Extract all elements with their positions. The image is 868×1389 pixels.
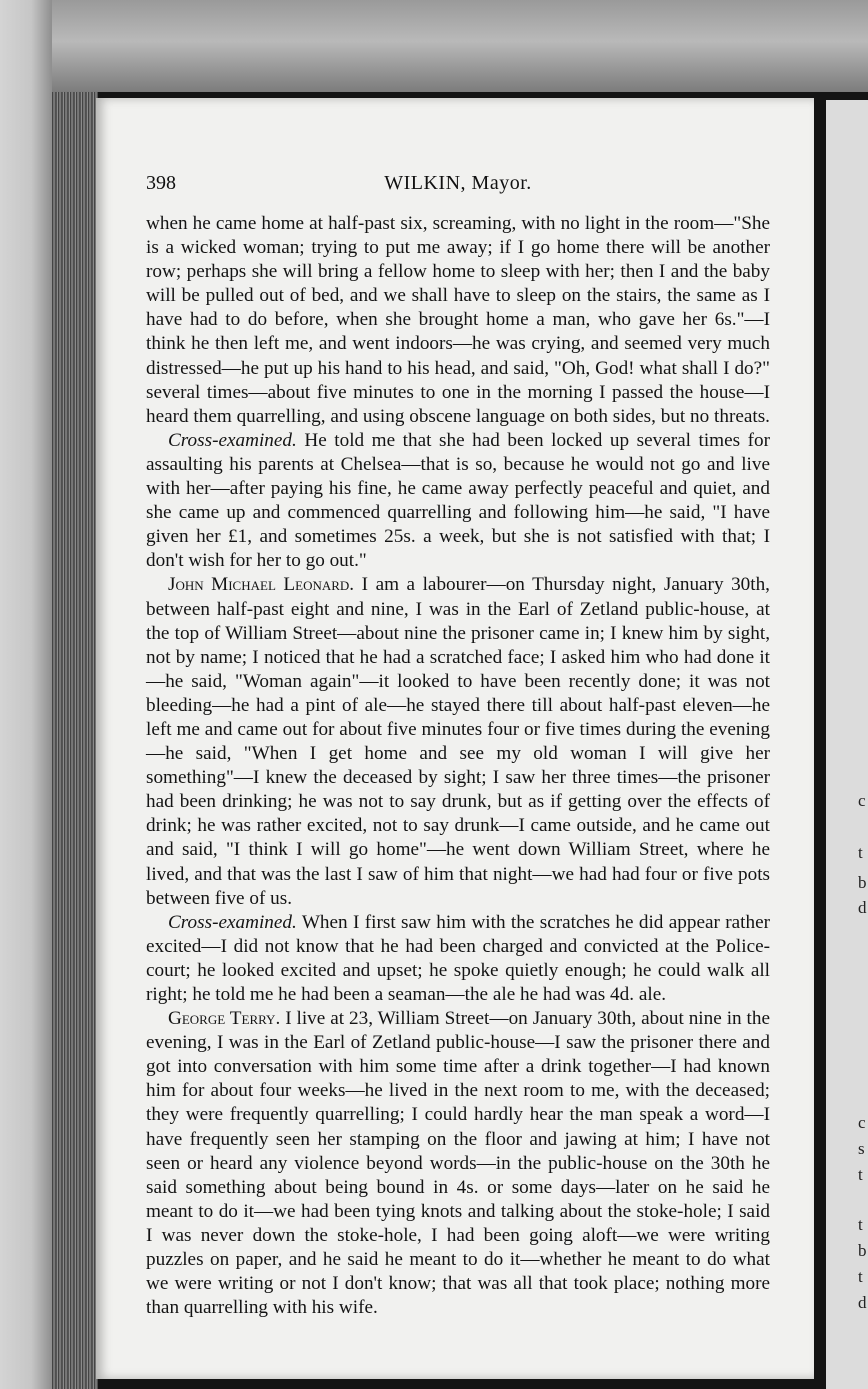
page-header — [146, 168, 770, 202]
facing-page-fragment: d — [858, 898, 867, 917]
facing-page-fragment: t — [858, 1215, 863, 1234]
facing-page-fragment: d — [858, 1293, 867, 1312]
paragraph-cross-examination — [146, 911, 770, 1007]
facing-page-fragment: c — [858, 1113, 866, 1132]
facing-page-fragment: b — [858, 873, 867, 892]
paragraph-text: When I first saw him with the scratches he did appear rather excited—I did not know that he had been charged and convicted at the Police-court; he looked excited and upset; he spoke quietly enough; he could walk all right; he told me he had been a seaman—the ale he had was 4d. ale. — [146, 911, 770, 1005]
page-body — [146, 212, 770, 1320]
paragraph-witness-testimony — [146, 573, 770, 910]
paragraph-text: He told me that she had been locked up several times for assaulting his parents at Chelsea—that is so, because he would not go and live with her—after paying his fine, he came away perfectly peaceful and quiet, and she came up and commenced quarrelling and following him—he said, "I have given her £1, and sometimes 25s. a week, but she is not satisfied with that; I don't wish for her to go out." — [146, 429, 770, 572]
paragraph-text: when he came home at half-past six, screaming, with no light in the room—"She is a wicked woman; trying to put me away; if I go home there will be another row; perhaps she will bring a fellow home to sleep with her; then I and the baby will be pulled out of bed, and we shall have to sleep on the stairs, the same as I have had to do before, when she brought home a man, who gave her 6s."—I think he then left me, and went indoors—he was crying, and seemed very much distressed—he put up his hand to his head, and said, "Oh, God! what shall I do?" several times—about five minutes to one in the morning I passed the house—I heard them quarrelling, and using obscene language on both sides, but no threats. — [146, 213, 770, 427]
facing-page-fragment: t — [858, 1267, 863, 1286]
scan-top-edge — [0, 0, 868, 92]
facing-page-edge — [826, 100, 868, 1389]
facing-page-fragment: t — [858, 1165, 863, 1184]
running-head: WILKIN, Mayor. — [384, 172, 532, 194]
facing-page-fragment: b — [858, 1241, 867, 1260]
paragraph-cross-examination — [146, 429, 770, 574]
paragraph-text: I am a labourer—on Thursday night, January 30th, between half-past eight and nine, I was in the Earl of Zetland public-house, at the top of William Street—about nine the prisoner came in; I knew him by sight, not by name; I noticed that he had a scratched face; I asked him who had done it—he said, "Woman again"—it looked to have been recently done; it was not bleeding—he had a pint of ale—he stayed there till about half-past eleven—he left me and came out for about five minutes four or five times during the evening—he said, "When I get home and see my old woman I will give her something"—I knew the deceased by sight; I saw her three times—the prisoner had been drinking; he was not to say drunk, but as if getting over the effects of drink; he was rather excited, not to say drunk—I came outside, and he came out and said, "I think I will go home"—he went down William Street, where he lived, and that was the last I saw of him that night—we had had four or five pots between five of us. — [146, 574, 770, 909]
paragraph-lead: Cross-examined. — [168, 429, 297, 451]
paragraph-text: I live at 23, William Street—on January 30th, about nine in the evening, I was in the Earl of Zetland public-house—I saw the prisoner there and got into conversation with him some time after a drink together—I had known him for about four weeks—he lived in the next room to me, with the deceased; they were frequently quarrelling; I could hardly hear the man speak a word—I have frequently seen her stamping on the floor and jawing at him; I have not seen or heard any violence beyond words—in the public-house on the 30th he said something about being bound in 4s. or some days—later on he said he meant to do it—we had been tying knots and talking about the stoke-hole; I said I was never down the stoke-hole, I had been going aloft—we were writing puzzles on paper, and he said he meant to do it—whether he meant to do what we were writing or not I don't know; that was all that took place; nothing more than quarrelling with his wife. — [146, 1008, 770, 1319]
book-spine-gutter — [52, 92, 98, 1389]
paragraph-lead: Cross-examined. — [168, 911, 297, 933]
scan-left-margin — [0, 0, 52, 1389]
facing-page-fragment: c — [858, 791, 866, 810]
witness-name: John Michael Leonard. — [168, 574, 355, 596]
paragraph-witness-testimony — [146, 1007, 770, 1320]
page-number: 398 — [146, 172, 176, 194]
facing-page-fragment: t — [858, 843, 863, 862]
witness-name: George Terry. — [168, 1008, 281, 1030]
paragraph-continuation — [146, 212, 770, 429]
facing-page-fragment: s — [858, 1139, 865, 1158]
